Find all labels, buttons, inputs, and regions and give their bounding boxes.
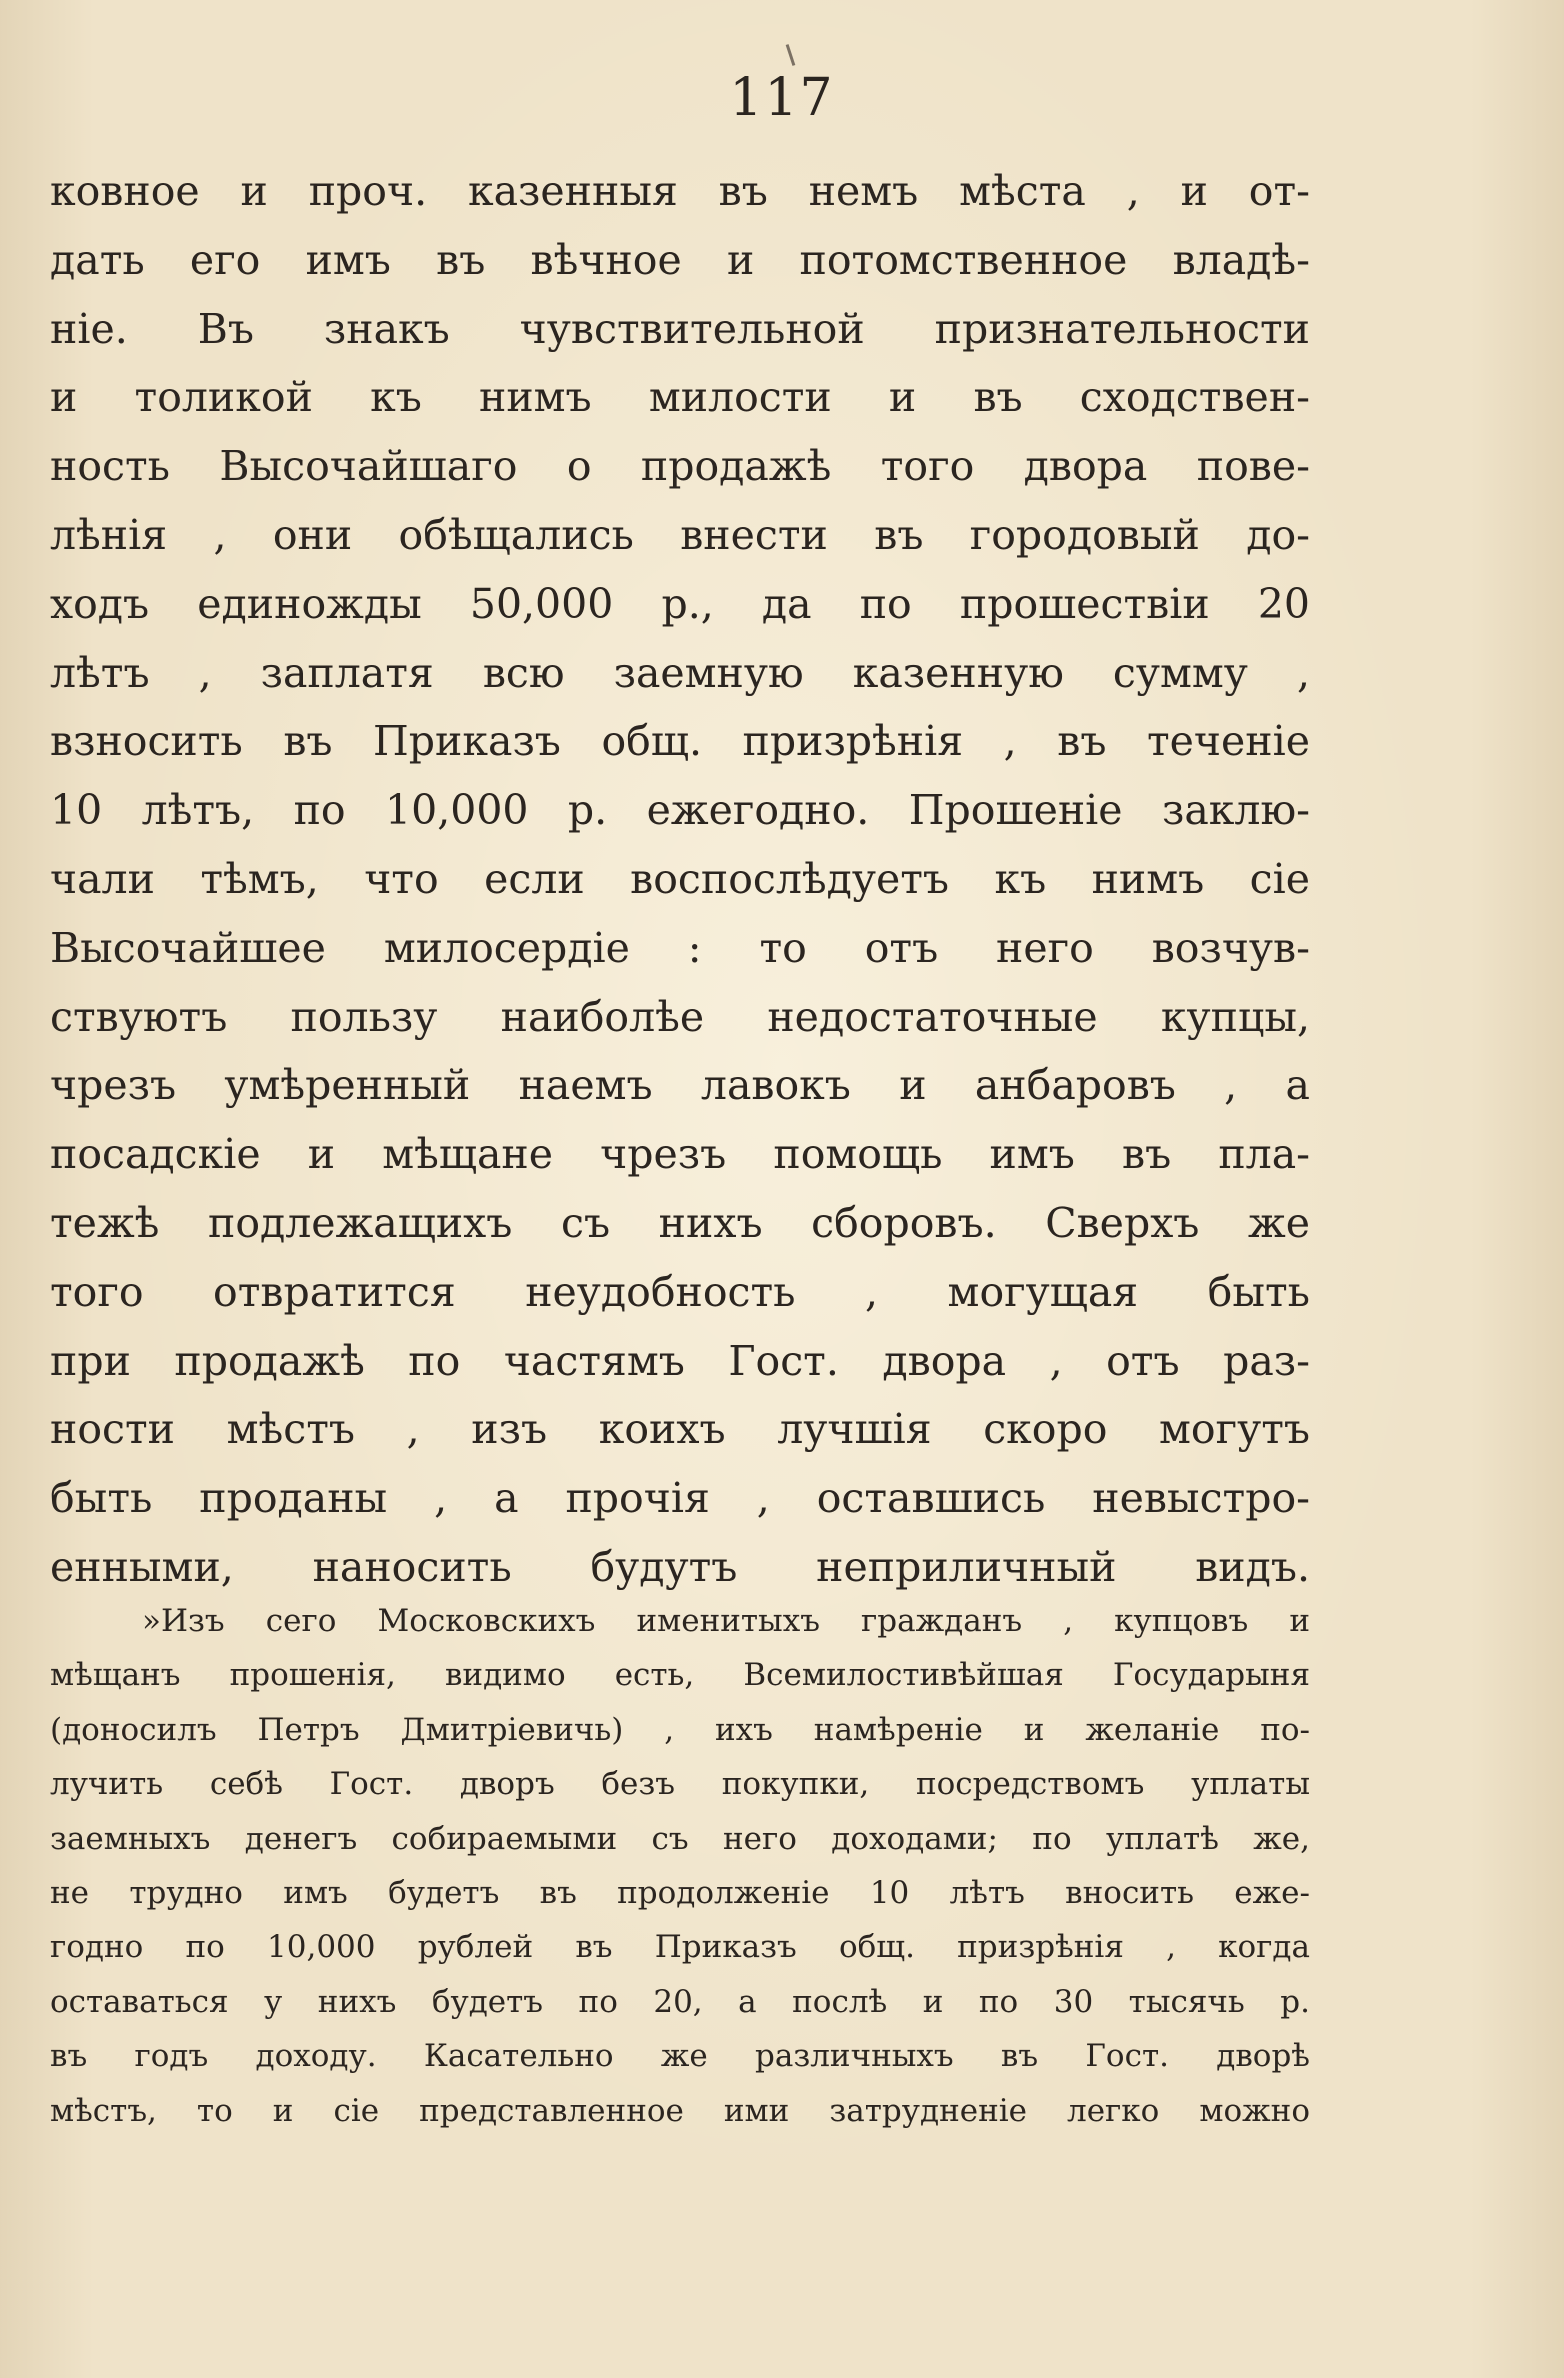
body-line: 10 лѣтъ, по 10,000 р. ежегодно. Прошеніе заклю- (50, 786, 1310, 835)
ink-mark (786, 44, 796, 66)
quote-line: лучить себѣ Гост. дворъ безъ покупки, посредствомъ уплаты (50, 1766, 1310, 1803)
page-number: 117 (729, 68, 835, 128)
quote-line: мѣстъ, то и сіе представленное ими затрудненіе легко можно (50, 2092, 1310, 2129)
body-line: взносить въ Приказъ общ. призрѣнія , въ теченіе (50, 717, 1310, 766)
quote-line: въ годъ доходу. Касательно же различныхъ въ Гост. дворѣ (50, 2038, 1310, 2075)
body-line: и толикой къ нимъ милости и въ сходствен- (50, 373, 1310, 422)
body-line: посадскіе и мѣщане чрезъ помощь имъ въ пла- (50, 1130, 1310, 1179)
quote-line: оставаться у нихъ будетъ по 20, а послѣ и по 30 тысячь р. (50, 1983, 1310, 2020)
body-line: дать его имъ въ вѣчное и потомственное владѣ- (50, 235, 1310, 284)
body-line: лѣтъ , заплатя всю заемную казенную сумму , (50, 648, 1310, 697)
body-line: ность Высочайшаго о продажѣ того двора пове- (50, 442, 1310, 491)
body-line: Высочайшее милосердіе : то отъ него возчув- (50, 923, 1310, 972)
quote-line: мѣщанъ прошенія, видимо есть, Всемилостивѣйшая Государыня (50, 1657, 1310, 1694)
quote-line: годно по 10,000 рублей въ Приказъ общ. призрѣнія , когда (50, 1929, 1310, 1966)
body-line: чрезъ умѣренный наемъ лавокъ и анбаровъ , а (50, 1061, 1310, 1110)
body-line: при продажѣ по частямъ Гост. двора , отъ раз- (50, 1336, 1310, 1385)
body-line: быть проданы , а прочія , оставшись невыстро- (50, 1474, 1310, 1523)
quote-line: »Изъ сего Московскихъ именитыхъ гражданъ , купцовъ и (142, 1603, 1310, 1639)
body-line: лѣнія , они обѣщались внести въ городовый до- (50, 510, 1310, 559)
body-line: ніе. Въ знакъ чувствительной признательности (50, 304, 1310, 353)
body-line: чали тѣмъ, что если воспослѣдуетъ къ нимъ сіе (50, 854, 1310, 903)
quote-line: заемныхъ денегъ собираемыми съ него доходами; по уплатѣ же, (50, 1820, 1310, 1857)
body-line: ковное и проч. казенныя въ немъ мѣста , и от- (50, 167, 1310, 215)
body-text (50, 157, 1310, 1602)
body-line: енными, наносить будутъ неприличный видъ. (50, 1542, 1310, 1591)
body-line: ходъ единожды 50,000 р., да по прошествіи 20 (50, 579, 1310, 628)
quote-line: не трудно имъ будетъ въ продолженіе 10 лѣтъ вносить еже- (50, 1874, 1310, 1911)
body-line: ности мѣстъ , изъ коихъ лучшія скоро могутъ (50, 1405, 1310, 1454)
quote-line: (доносилъ Петръ Дмитріевичь) , ихъ намѣреніе и желаніе по- (50, 1711, 1310, 1748)
quoted-report (50, 1594, 1310, 2138)
body-line: ствуютъ пользу наиболѣе недостаточные купцы, (50, 992, 1310, 1041)
body-line: того отвратится неудобность , могущая быть (50, 1267, 1310, 1316)
body-line: тежѣ подлежащихъ съ нихъ сборовъ. Сверхъ же (50, 1198, 1310, 1247)
